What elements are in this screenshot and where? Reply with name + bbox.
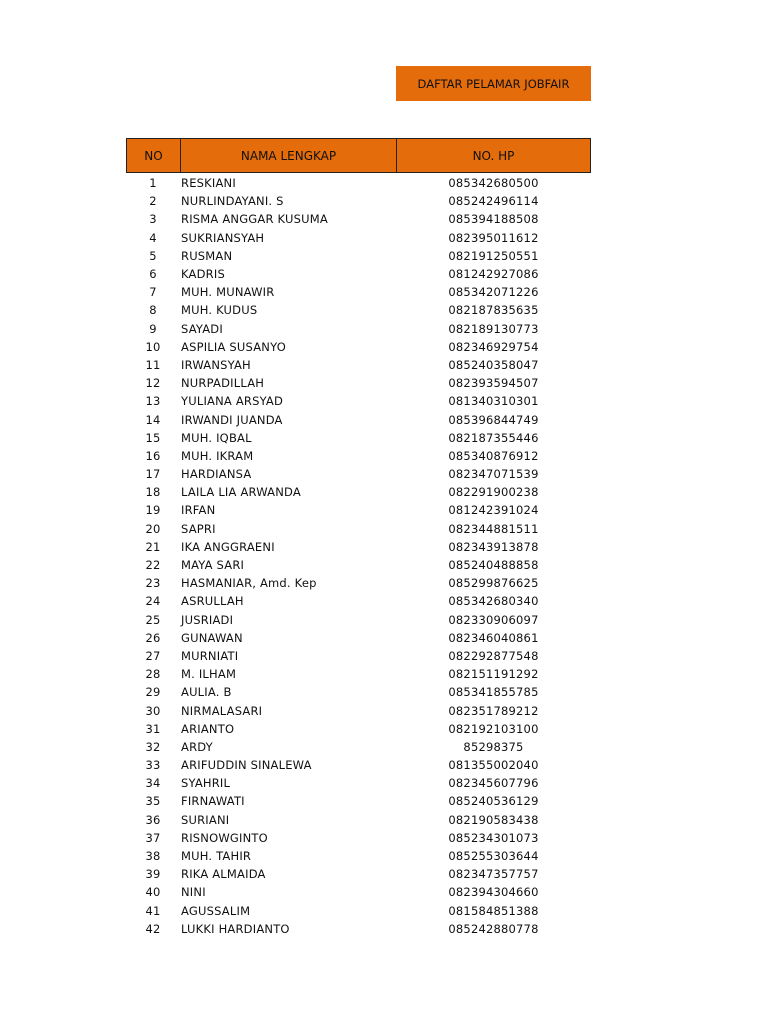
column-header-name: NAMA LENGKAP <box>181 139 397 172</box>
row-number: 21 <box>145 539 161 554</box>
table-row <box>126 538 591 556</box>
column-header-phone: NO. HP <box>472 148 515 163</box>
table-row <box>126 356 591 374</box>
table-row <box>126 701 591 719</box>
table-row <box>126 883 591 901</box>
applicant-name: IRWANSYAH <box>181 357 251 372</box>
row-number: 11 <box>145 357 161 372</box>
applicant-name: LAILA LIA ARWANDA <box>181 485 301 500</box>
applicant-name: ARDY <box>181 739 213 754</box>
row-number: 29 <box>145 685 161 700</box>
row-number: 25 <box>145 612 161 627</box>
row-number: 4 <box>149 230 157 245</box>
applicant-name: MURNIATI <box>181 648 239 663</box>
phone-number: 082394304660 <box>448 885 539 900</box>
phone-number: 081340310301 <box>448 394 539 409</box>
phone-number: 082189130773 <box>448 321 539 336</box>
table-row <box>126 174 591 192</box>
table-row <box>126 447 591 465</box>
applicant-name: JUSRIADI <box>181 612 234 627</box>
table-row <box>126 738 591 756</box>
phone-number: 085240488858 <box>448 558 539 573</box>
row-number: 28 <box>145 667 161 682</box>
row-number: 6 <box>149 267 157 282</box>
table-row <box>126 283 591 301</box>
table-row <box>126 774 591 792</box>
phone-number: 082346929754 <box>448 339 539 354</box>
row-number: 14 <box>145 412 161 427</box>
table-row <box>126 647 591 665</box>
applicant-name: FIRNAWATI <box>181 794 245 809</box>
phone-number: 082393594507 <box>448 376 539 391</box>
applicant-name: GUNAWAN <box>181 630 243 645</box>
row-number: 34 <box>145 776 161 791</box>
applicant-name: IKA ANGGRAENI <box>181 539 275 554</box>
row-number: 32 <box>145 739 161 754</box>
table-row <box>126 665 591 683</box>
applicant-name: RESKIANI <box>181 176 236 191</box>
phone-number: 085234301073 <box>448 830 539 845</box>
applicant-name: SYAHRIL <box>181 776 231 791</box>
table-row <box>126 592 591 610</box>
row-number: 12 <box>145 376 161 391</box>
phone-number: 085342680340 <box>448 594 539 609</box>
table-row <box>126 483 591 501</box>
table-row <box>126 574 591 592</box>
table-row <box>126 865 591 883</box>
applicant-name: NURLINDAYANI. S <box>181 194 284 209</box>
row-number: 17 <box>145 467 161 482</box>
table-row <box>126 247 591 265</box>
phone-number: 081242927086 <box>448 267 539 282</box>
row-number: 41 <box>145 903 161 918</box>
phone-number: 085255303644 <box>448 849 539 864</box>
phone-number: 085242880778 <box>448 921 539 936</box>
row-number: 23 <box>145 576 161 591</box>
phone-number: 082344881511 <box>448 521 539 536</box>
table-row <box>126 192 591 210</box>
phone-number: 082190583438 <box>448 812 539 827</box>
row-number: 19 <box>145 503 161 518</box>
table-row <box>126 792 591 810</box>
applicant-name: ASPILIA SUSANYO <box>181 339 286 354</box>
phone-number: 085240536129 <box>448 794 539 809</box>
phone-number: 085394188508 <box>448 212 539 227</box>
phone-number: 082191250551 <box>448 248 539 263</box>
phone-number: 082347071539 <box>448 467 539 482</box>
applicant-name: SAYADI <box>181 321 223 336</box>
table-row <box>126 756 591 774</box>
phone-number: 082343913878 <box>448 539 539 554</box>
row-number: 39 <box>145 867 161 882</box>
phone-number: 081242391024 <box>448 503 539 518</box>
row-number: 10 <box>145 339 161 354</box>
table-row <box>126 629 591 647</box>
phone-number: 082347357757 <box>448 867 539 882</box>
row-number: 20 <box>145 521 161 536</box>
applicant-name: ASRULLAH <box>181 594 244 609</box>
table-row <box>126 720 591 738</box>
phone-number: 082351789212 <box>448 703 539 718</box>
applicant-name: KADRIS <box>181 267 225 282</box>
applicant-name: MUH. IKRAM <box>181 448 254 463</box>
applicant-name: RIKA ALMAIDA <box>181 867 266 882</box>
row-number: 40 <box>145 885 161 900</box>
table-row <box>126 374 591 392</box>
table-row <box>126 229 591 247</box>
applicant-name: NIRMALASARI <box>181 703 263 718</box>
table-row <box>126 301 591 319</box>
phone-number: 081584851388 <box>448 903 539 918</box>
applicant-name: MUH. KUDUS <box>181 303 258 318</box>
phone-number: 085299876625 <box>448 576 539 591</box>
phone-number: 082345607796 <box>448 776 539 791</box>
row-number: 26 <box>145 630 161 645</box>
applicant-name: AULIA. B <box>181 685 232 700</box>
applicant-name: HARDIANSA <box>181 467 252 482</box>
applicant-name: M. ILHAM <box>181 667 237 682</box>
phone-number: 85298375 <box>463 739 524 754</box>
applicant-name: MUH. TAHIR <box>181 849 252 864</box>
applicant-name: SAPRI <box>181 521 216 536</box>
table-row <box>126 556 591 574</box>
row-number: 18 <box>145 485 161 500</box>
row-number: 24 <box>145 594 161 609</box>
applicant-name: HASMANIAR, Amd. Kep <box>181 576 317 591</box>
applicant-name: SURIANI <box>181 812 230 827</box>
table-row <box>126 338 591 356</box>
table-row <box>126 429 591 447</box>
table-row <box>126 829 591 847</box>
table-row <box>126 611 591 629</box>
row-number: 8 <box>149 303 157 318</box>
phone-number: 085396844749 <box>448 412 539 427</box>
table-row <box>126 683 591 701</box>
phone-number: 085341855785 <box>448 685 539 700</box>
row-number: 36 <box>145 812 161 827</box>
applicant-name: ARIFUDDIN SINALEWA <box>181 758 312 773</box>
table-row <box>126 392 591 410</box>
row-number: 9 <box>149 321 157 336</box>
applicant-name: IRFAN <box>181 503 216 518</box>
row-number: 31 <box>145 721 161 736</box>
table-row <box>126 265 591 283</box>
row-number: 7 <box>149 285 157 300</box>
applicant-name: RUSMAN <box>181 248 233 263</box>
applicant-name: MAYA SARI <box>181 558 245 573</box>
phone-number: 081355002040 <box>448 758 539 773</box>
phone-number: 085242496114 <box>448 194 539 209</box>
phone-number: 082291900238 <box>448 485 539 500</box>
applicant-name: IRWANDI JUANDA <box>181 412 283 427</box>
row-number: 5 <box>149 248 157 263</box>
table-row <box>126 902 591 920</box>
row-number: 22 <box>145 558 161 573</box>
column-header-no: NO <box>127 139 181 172</box>
phone-number: 085240358047 <box>448 357 539 372</box>
table-row <box>126 811 591 829</box>
phone-number: 082292877548 <box>448 648 539 663</box>
applicant-name: AGUSSALIM <box>181 903 251 918</box>
phone-number: 082151191292 <box>448 667 539 682</box>
row-number: 37 <box>145 830 161 845</box>
table-body <box>126 174 591 938</box>
phone-number: 082192103100 <box>448 721 539 736</box>
row-number: 2 <box>149 194 157 209</box>
phone-number: 085342071226 <box>448 285 539 300</box>
table-header <box>126 138 591 173</box>
table-row <box>126 320 591 338</box>
phone-number: 082187835635 <box>448 303 539 318</box>
row-number: 1 <box>149 176 157 191</box>
table-row <box>126 520 591 538</box>
row-number: 33 <box>145 758 161 773</box>
applicant-name: MUH. MUNAWIR <box>181 285 275 300</box>
phone-number: 082330906097 <box>448 612 539 627</box>
phone-number: 082187355446 <box>448 430 539 445</box>
phone-number: 085340876912 <box>448 448 539 463</box>
applicant-name: RISMA ANGGAR KUSUMA <box>181 212 328 227</box>
applicant-name: MUH. IQBAL <box>181 430 252 445</box>
applicant-name: ARIANTO <box>181 721 235 736</box>
table-row <box>126 210 591 228</box>
row-number: 35 <box>145 794 161 809</box>
row-number: 30 <box>145 703 161 718</box>
row-number: 42 <box>145 921 161 936</box>
phone-number: 082395011612 <box>448 230 539 245</box>
document-title: DAFTAR PELAMAR JOBFAIR <box>396 66 591 101</box>
applicant-name: YULIANA ARSYAD <box>181 394 284 409</box>
row-number: 38 <box>145 849 161 864</box>
table-row <box>126 847 591 865</box>
phone-number: 085342680500 <box>448 176 539 191</box>
applicant-name: RISNOWGINTO <box>181 830 268 845</box>
applicant-name: NURPADILLAH <box>181 376 265 391</box>
applicant-name: LUKKI HARDIANTO <box>181 921 290 936</box>
table-row <box>126 920 591 938</box>
table-row <box>126 410 591 428</box>
applicant-name: SUKRIANSYAH <box>181 230 265 245</box>
applicant-name: NINI <box>181 885 206 900</box>
table-row <box>126 465 591 483</box>
row-number: 13 <box>145 394 161 409</box>
row-number: 15 <box>145 430 161 445</box>
table-row <box>126 501 591 519</box>
row-number: 16 <box>145 448 161 463</box>
phone-number: 082346040861 <box>448 630 539 645</box>
row-number: 27 <box>145 648 161 663</box>
row-number: 3 <box>149 212 157 227</box>
